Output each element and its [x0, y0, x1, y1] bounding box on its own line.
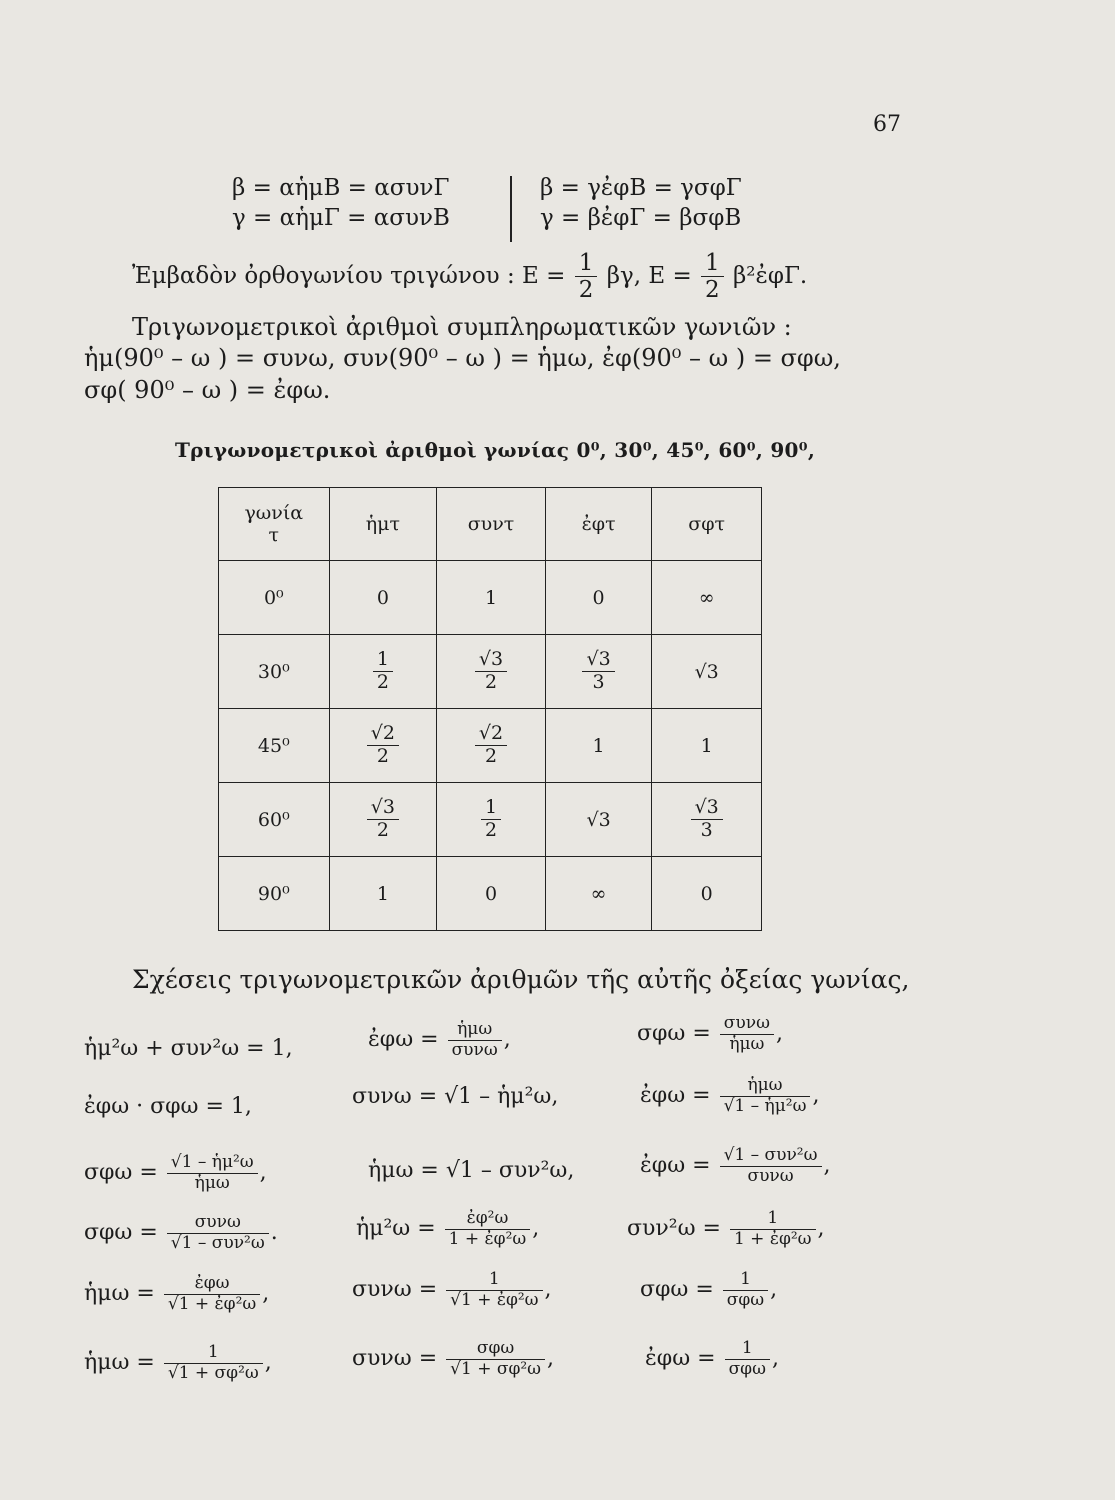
cell-cos — [437, 635, 546, 709]
table-row — [219, 561, 762, 635]
cell-sin — [329, 783, 437, 857]
fraction-den: √1 + σφ²ω — [167, 1362, 259, 1383]
relation-lhs: ἐφω = — [640, 1153, 711, 1179]
relation-punct: , — [262, 1281, 270, 1307]
fraction — [367, 797, 399, 842]
relation-cos-from-tan — [352, 1270, 552, 1310]
cell-cot — [652, 783, 762, 857]
fraction — [720, 1014, 774, 1054]
fraction-num: συνω — [167, 1213, 269, 1234]
relations-heading: Σχέσεις τριγωνομετρικῶν ἀριθμῶν τῆς αὐτῆς ὀξείας γωνίας, — [132, 965, 910, 994]
area-beta-sq-tan: β²ἐφΓ. — [733, 262, 808, 289]
relation-sin-from-tan — [84, 1274, 269, 1314]
half-den-2: 2 — [705, 277, 720, 304]
area-e2: Ε = — [648, 262, 692, 289]
cell-sin — [329, 635, 437, 709]
table-row — [219, 709, 762, 783]
relation-punct: , — [259, 1160, 267, 1186]
fraction — [167, 1213, 269, 1253]
fraction-den: 1 + ἐφ²ω — [733, 1228, 812, 1249]
fraction-num: √3 — [475, 649, 507, 672]
fraction-den: 3 — [592, 671, 605, 693]
fraction-den: 3 — [700, 819, 713, 841]
relation-sin-from-cot — [84, 1343, 272, 1383]
fraction — [720, 1076, 811, 1116]
fraction — [373, 649, 393, 694]
header-cos: συντ — [437, 488, 546, 561]
relation-sin-from-cos: ἡμω = √1 – συν²ω, — [368, 1158, 575, 1183]
relation-lhs: ἐφω = — [640, 1083, 711, 1109]
relation-punct: , — [775, 1021, 783, 1047]
relation-lhs: συν²ω = — [627, 1216, 721, 1242]
relation-punct: , — [503, 1027, 511, 1053]
area-e1: Ε = — [522, 262, 566, 289]
table-row — [219, 635, 762, 709]
relation-lhs: ἡμ²ω = — [356, 1216, 436, 1242]
fraction — [167, 1153, 258, 1193]
fraction-den: σφω — [728, 1358, 766, 1379]
relation-tan-from-sin — [640, 1076, 819, 1116]
relation-punct: , — [812, 1083, 820, 1109]
relation-lhs: σφω = — [84, 1160, 158, 1186]
complementary-heading: Τριγωνομετρικοὶ ἀριθμοὶ συμπληρωματικῶν γωνιῶν : — [132, 313, 792, 341]
fraction-num: 1 — [446, 1270, 542, 1291]
area-label: Ἐμβαδὸν ὀρθογωνίου τριγώνου : — [132, 262, 515, 289]
fraction-den: √1 – ἡμ²ω — [723, 1095, 807, 1116]
header-angle-symbol: τ — [268, 524, 280, 546]
relation-tan-from-cos — [640, 1146, 831, 1186]
relation-cos-from-sin: συνω = √1 – ἡμ²ω, — [352, 1084, 559, 1109]
table-caption: Τριγωνομετρικοὶ ἀριθμοὶ γωνίας 0⁰, 30⁰, 45⁰, 60⁰, 90⁰, — [175, 438, 816, 462]
cell-sin: 0 — [329, 561, 437, 635]
cell-cos: 0 — [437, 857, 546, 931]
fraction-num: 1 — [164, 1343, 263, 1364]
fraction-den: √1 + ἐφ²ω — [450, 1289, 539, 1310]
fraction-num: √3 — [367, 797, 399, 820]
fraction — [367, 723, 399, 768]
page-number: 67 — [873, 112, 901, 137]
relation-lhs: συνω = — [352, 1277, 438, 1303]
cell-cot: ∞ — [652, 561, 762, 635]
fraction-num: ἡμω — [720, 1076, 811, 1097]
relation-cos-from-cot — [352, 1339, 554, 1379]
fraction-num: συνω — [720, 1014, 774, 1035]
cell-cos — [437, 783, 546, 857]
cell-tan: 0 — [545, 561, 652, 635]
fraction-num: √1 – συν²ω — [720, 1146, 822, 1167]
header-angle-word: γωνία — [244, 502, 304, 524]
area-formula-line — [132, 250, 807, 304]
fraction-num: σφω — [446, 1339, 545, 1360]
cell-angle: 0⁰ — [219, 561, 330, 635]
fraction-den: συνω — [747, 1165, 794, 1186]
fraction-num: 1 — [481, 797, 501, 820]
fraction-den: 2 — [376, 819, 389, 841]
cell-cot: 0 — [652, 857, 762, 931]
fraction-den: ἡμω — [194, 1172, 230, 1193]
fraction-den: συνω — [451, 1039, 498, 1060]
half-fraction-2 — [701, 250, 724, 304]
half-fraction — [575, 250, 598, 304]
fraction — [445, 1209, 531, 1249]
area-beta-gamma: βγ, — [606, 262, 642, 289]
relation-tan-reciprocal — [645, 1339, 779, 1379]
fraction-den: 2 — [484, 671, 498, 693]
relation-cot-reciprocal — [640, 1270, 777, 1310]
relation-punct: , — [817, 1216, 825, 1242]
cell-sin — [329, 709, 437, 783]
formula-right-2: γ = βἐφΓ = βσφΒ — [540, 205, 742, 231]
cell-tan: 1 — [545, 709, 652, 783]
half-den: 2 — [578, 277, 594, 304]
relation-lhs: σφω = — [637, 1021, 711, 1047]
fraction-num: ἡμω — [448, 1020, 502, 1041]
relation-lhs: ἡμω = — [84, 1350, 155, 1376]
cell-tan: √3 — [545, 783, 652, 857]
relation-punct: , — [264, 1350, 272, 1376]
fraction — [448, 1020, 502, 1060]
fraction-den: √1 + ἐφ²ω — [167, 1293, 257, 1314]
relation-lhs: ἐφω = — [368, 1027, 439, 1053]
formula-left-2: γ = αἡμΓ = ασυνΒ — [232, 205, 450, 231]
relation-punct: , — [544, 1277, 552, 1303]
cell-angle: 90⁰ — [219, 857, 330, 931]
cell-cos — [437, 709, 546, 783]
relation-tan-def — [368, 1020, 511, 1060]
table-row — [219, 857, 762, 931]
relation-lhs: συνω = — [352, 1346, 438, 1372]
relation-sin-sq-from-tan — [356, 1209, 539, 1249]
fraction — [582, 649, 614, 694]
fraction-num: √2 — [475, 723, 507, 746]
fraction — [691, 797, 723, 842]
fraction-den: 2 — [484, 745, 498, 767]
fraction-num: 1 — [725, 1339, 770, 1360]
relation-punct: . — [270, 1220, 278, 1246]
header-tan: ἐφτ — [545, 488, 652, 561]
relation-punct: , — [532, 1216, 540, 1242]
table-row — [219, 783, 762, 857]
fraction-den: √1 + σφ²ω — [450, 1358, 542, 1379]
fraction-den: 2 — [376, 671, 389, 693]
relation-lhs: σφω = — [640, 1277, 714, 1303]
fraction-den: 2 — [376, 745, 389, 767]
formula-left-1: β = αἡμΒ = ασυνΓ — [232, 175, 450, 201]
cell-cot: 1 — [652, 709, 762, 783]
fraction — [723, 1270, 768, 1310]
fraction-num: √1 – ἡμ²ω — [167, 1153, 258, 1174]
header-angle — [219, 488, 330, 561]
fraction — [475, 723, 507, 768]
relation-punct: , — [547, 1346, 555, 1372]
trig-values-table — [218, 487, 762, 931]
fraction-num: ἐφ²ω — [445, 1209, 531, 1230]
fraction — [446, 1339, 545, 1379]
cell-angle: 60⁰ — [219, 783, 330, 857]
cell-tan: ∞ — [545, 857, 652, 931]
fraction-num: √3 — [582, 649, 614, 672]
fraction — [730, 1209, 816, 1249]
fraction-num: √3 — [691, 797, 723, 820]
table-header-row — [219, 488, 762, 561]
header-cot: σφτ — [652, 488, 762, 561]
relation-cos-sq-from-tan — [627, 1209, 825, 1249]
relation-lhs: σφω = — [84, 1220, 158, 1246]
fraction-num: ἐφω — [164, 1274, 260, 1295]
relation-tan-cot-product: ἐφω · σφω = 1, — [84, 1094, 252, 1119]
fraction — [446, 1270, 542, 1310]
fraction-den: ἡμω — [729, 1033, 765, 1054]
cell-sin: 1 — [329, 857, 437, 931]
complementary-line-1: ἡμ(90⁰ – ω ) = συνω, συν(90⁰ – ω ) = ἡμω, ἐφ(90⁰ – ω ) = σφω, — [84, 344, 841, 372]
fraction — [720, 1146, 822, 1186]
formula-divider — [510, 176, 512, 242]
fraction-num: 1 — [373, 649, 393, 672]
cell-angle: 30⁰ — [219, 635, 330, 709]
fraction-den: √1 – συν²ω — [170, 1232, 265, 1253]
fraction — [164, 1274, 260, 1314]
fraction-num: 1 — [730, 1209, 816, 1230]
complementary-line-2: σφ( 90⁰ – ω ) = ἐφω. — [84, 376, 331, 404]
fraction-num: √2 — [367, 723, 399, 746]
formula-right-1: β = γἐφΒ = γσφΓ — [540, 175, 742, 201]
relation-cot-from-cos — [84, 1213, 278, 1253]
relation-punct: , — [823, 1153, 831, 1179]
relation-lhs: ἡμω = — [84, 1281, 155, 1307]
fraction — [725, 1339, 770, 1379]
cell-cos: 1 — [437, 561, 546, 635]
fraction — [475, 649, 507, 694]
relation-lhs: ἐφω = — [645, 1346, 716, 1372]
relation-pythagorean: ἡμ²ω + συν²ω = 1, — [84, 1036, 293, 1061]
half-num-2: 1 — [701, 250, 724, 277]
half-num: 1 — [575, 250, 598, 277]
fraction-num: 1 — [723, 1270, 768, 1291]
header-sin: ἡμτ — [329, 488, 437, 561]
fraction-den: σφω — [726, 1289, 765, 1310]
fraction — [481, 797, 501, 842]
cell-cot: √3 — [652, 635, 762, 709]
fraction-den: 2 — [484, 819, 498, 841]
fraction-den: 1 + ἐφ²ω — [448, 1228, 527, 1249]
fraction — [164, 1343, 263, 1383]
relation-cot-from-sin — [84, 1153, 267, 1193]
relation-punct: , — [770, 1277, 778, 1303]
cell-tan — [545, 635, 652, 709]
relation-punct: , — [771, 1346, 779, 1372]
relation-cot-def — [637, 1014, 783, 1054]
cell-angle: 45⁰ — [219, 709, 330, 783]
